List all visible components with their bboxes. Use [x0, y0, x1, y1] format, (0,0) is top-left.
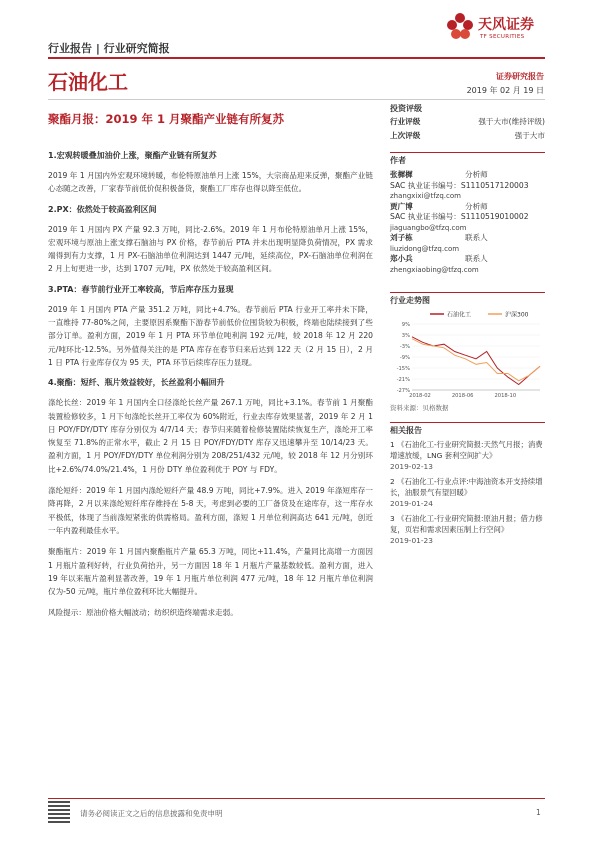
- rating-value: 强于大市(维持评级): [478, 117, 545, 126]
- section-heading: 4.聚酯：短纤、瓶片效益较好，长丝盈利小幅回升: [48, 378, 225, 388]
- sector-title: 石油化工: [48, 70, 128, 94]
- paragraph: 涤纶长丝：2019 年 1 月国内全口径涤纶长丝产量 267.1 万吨，同比+3.1%。春节前 1 月聚酯装置检修较多，1 月下旬涤纶长丝开工率仅为 60%附近，行业去库存效果显著，2019 年 2 月 1 日 POY/FDY/DTY 库存分别仅为 4/7/14 天；春节归来随着检修装置陆续恢复生产，涤纶开工率恢复至 71.8%的正常水平，截止 2 月 15 日 POY/FDY/DTY 库存又迅速攀升至 10/14/23 天。盈利方面，1 月 POY/FDY/DTY 单位利润分别为 208/251/432 元/吨，较 2018 年 12 月分别环比+2.6%/74.0%/21.4%，1 月份 DTY 单位盈利优于 POY 与 FDY。: [48, 398, 373, 474]
- rating-heading: 投资评级: [390, 104, 422, 113]
- rating-panel: [390, 102, 545, 143]
- paragraph: 2019 年 1 月国内外宏观环境转暖，布伦特原油单月上涨 15%，大宗商品迎来反弹，聚酯产业链心态随之改善，厂家春节前低价促积极备货，聚酯工厂库存也得以降至低位。: [48, 171, 373, 194]
- rating-value: 强于大市: [514, 131, 545, 140]
- author-name: 贾广博: [390, 201, 413, 211]
- related-date: 2019-01-24: [390, 499, 433, 508]
- related-item[interactable]: [390, 439, 545, 472]
- page-number: 1: [536, 808, 541, 817]
- author-cert: SAC 执业证书编号：S1110517120003: [390, 180, 529, 190]
- rating-label: 上次评级: [390, 131, 421, 140]
- x-tick-label: 2018-02: [409, 393, 431, 399]
- author-email[interactable]: liuzidong@tfzq.com: [390, 244, 460, 253]
- author-entry: [390, 170, 545, 202]
- logo-name: 天风证券: [478, 17, 534, 33]
- y-tick-label: -27%: [396, 388, 410, 394]
- report-type: 证券研究报告: [496, 72, 544, 81]
- related-title[interactable]: 3 《石油化工-行业研究简报:原油月报；借力修复，页岩和需求因素压制上行空间》: [390, 514, 543, 534]
- y-tick-label: -9%: [399, 355, 410, 361]
- x-tick-label: 2018-10: [494, 393, 517, 399]
- chart-source: 资料来源：贝格数据: [390, 404, 449, 412]
- qr-code-icon: [48, 801, 70, 823]
- y-tick-label: 9%: [401, 322, 410, 328]
- paragraph: 涤纶短纤：2019 年 1 月国内涤纶短纤产量 48.9 万吨，同比+7.9%。进入 2019 年涤短库存一降再降，2 月以来涤纶短纤库存维持在 5-8 天，考虑到必要的工厂备货及在途库存，这一库存水平极低，体现了当前涤短紧张的供需格局。盈利方面，涤短 1 月单位利润高达 641 元/吨，创近一年内盈利最佳水平。: [48, 486, 373, 535]
- report-title: 聚酯月报：2019 年 1 月聚酯产业链有所复苏: [48, 112, 285, 126]
- authors-heading: 作者: [390, 156, 406, 165]
- x-tick-label: 2018-06: [451, 393, 474, 399]
- rating-row: [390, 115, 545, 129]
- author-name: 郑小兵: [390, 254, 413, 263]
- related-date: 2019-02-13: [390, 462, 433, 471]
- section-heading: 1.宏观转暖叠加油价上涨，聚酯产业链有所复苏: [48, 151, 217, 160]
- main-body: [48, 150, 373, 628]
- rating-row: [390, 129, 545, 143]
- series-line: [412, 337, 540, 385]
- author-email[interactable]: zhangxixi@tfzq.com: [390, 192, 461, 200]
- author-email[interactable]: jiaguangbo@tfzq.com: [390, 223, 467, 232]
- related-heading: 相关报告: [390, 426, 422, 435]
- author-name: 刘子栋: [390, 233, 413, 242]
- trend-chart: [390, 308, 545, 400]
- paragraph: 2019 年 1 月国内 PX 产量 92.3 万吨，同比-2.6%。2019 年 1 月布伦特原油单月上涨 15%，宏观环境与原油上涨支撑石脑油与 PX 价格，春节前后 PTA 并未出现明显降负荷情况，PX 需求端得到有力支撑，1 月 PX-石脑油单位利润达到 1447 元/吨，延续高位，PX-石脑油单位利润在 2 月上旬更进一步，达到 1707 元/吨，PX 依然处于较高盈利区间。: [48, 224, 373, 274]
- author-email[interactable]: zhengxiaobing@tfzq.com: [390, 265, 479, 274]
- footer-disclaimer: 请务必阅读正文之后的信息披露和免责申明: [80, 809, 223, 818]
- author-role: 联系人: [465, 233, 488, 242]
- author-role: 分析师: [465, 201, 488, 211]
- related-item[interactable]: [390, 476, 545, 509]
- section-heading: 3.PTA：春节前行业开工率较高，节后库存压力显现: [48, 284, 234, 294]
- related-title[interactable]: 2 《石油化工-行业点评:中海油资本开支持续增长，油服景气有望回暖》: [390, 477, 543, 497]
- logo-en: TF SECURITIES: [480, 34, 525, 40]
- related-item[interactable]: [390, 513, 545, 546]
- y-tick-label: 3%: [401, 333, 410, 339]
- authors-panel: [390, 155, 545, 275]
- company-logo: [446, 12, 556, 44]
- logo-mark-icon: [446, 12, 474, 42]
- author-entry: [390, 254, 545, 275]
- rating-label: 行业评级: [390, 117, 421, 126]
- y-tick-label: -21%: [396, 377, 410, 383]
- breadcrumb: 行业报告 | 行业研究简报: [48, 42, 170, 55]
- y-tick-label: -15%: [396, 366, 410, 372]
- y-tick-label: -3%: [399, 344, 410, 350]
- author-entry: [390, 233, 545, 254]
- author-role: 联系人: [465, 254, 488, 263]
- report-date: 2019 年 02 月 19 日: [466, 86, 544, 95]
- trend-panel: [390, 295, 545, 306]
- related-panel: [390, 425, 545, 546]
- author-role: 分析师: [465, 170, 488, 179]
- section-heading: 2.PX：依然处于较高盈利区间: [48, 204, 157, 214]
- author-entry: [390, 202, 545, 234]
- author-cert: SAC 执业证书编号：S1110519010002: [390, 212, 529, 221]
- trend-heading: 行业走势图: [390, 296, 430, 305]
- paragraph: 聚酯瓶片：2019 年 1 月国内聚酯瓶片产量 65.3 万吨，同比+11.4%，产量同比高增一方面因 1 月瓶片盈利好转，行业负荷抬升，另一方面因 18 年 1 月瓶片产量基数较低。盈利方面，进入 19 年以来瓶片盈利显著改善，19 年 1 月瓶片单位利润 477 元/吨，18 年 12 月瓶片单位利润仅为-50 元/吨，瓶片单位盈利环比大幅提升。: [48, 547, 373, 597]
- author-name: 张樨樨: [390, 170, 413, 179]
- paragraph: 2019 年 1 月国内 PTA 产量 351.2 万吨，同比+4.7%。春节前后 PTA 行业开工率并未下降，一直维持 77-80%之间，主要原因系聚酯下游春节前低价位囤货较为积极，终端也陆续接到了些部分订单。盈利方面，2019 年 1 月 PTA 环节单位吨利润 192 元/吨，较 2018 年 12 月 220 元/吨环比-12.5%。另外值得关注的是 PTA 库存在春节归来后达到 122 天（2 月 15 日），2 月 1 日 PTA 行业库存仅为 95 天，PTA 环节后续库存压力显现。: [48, 304, 373, 367]
- legend-label: 石油化工: [447, 311, 472, 319]
- related-title[interactable]: 1 《石油化工-行业研究简报:天然气月报；消费增速放缓，LNG 套利空间扩大》: [390, 440, 543, 460]
- related-date: 2019-01-23: [390, 536, 433, 545]
- legend-label: 沪深300: [505, 311, 529, 319]
- risk-warning: 风险提示：原油价格大幅波动；纺织织造终端需求走弱。: [48, 608, 238, 618]
